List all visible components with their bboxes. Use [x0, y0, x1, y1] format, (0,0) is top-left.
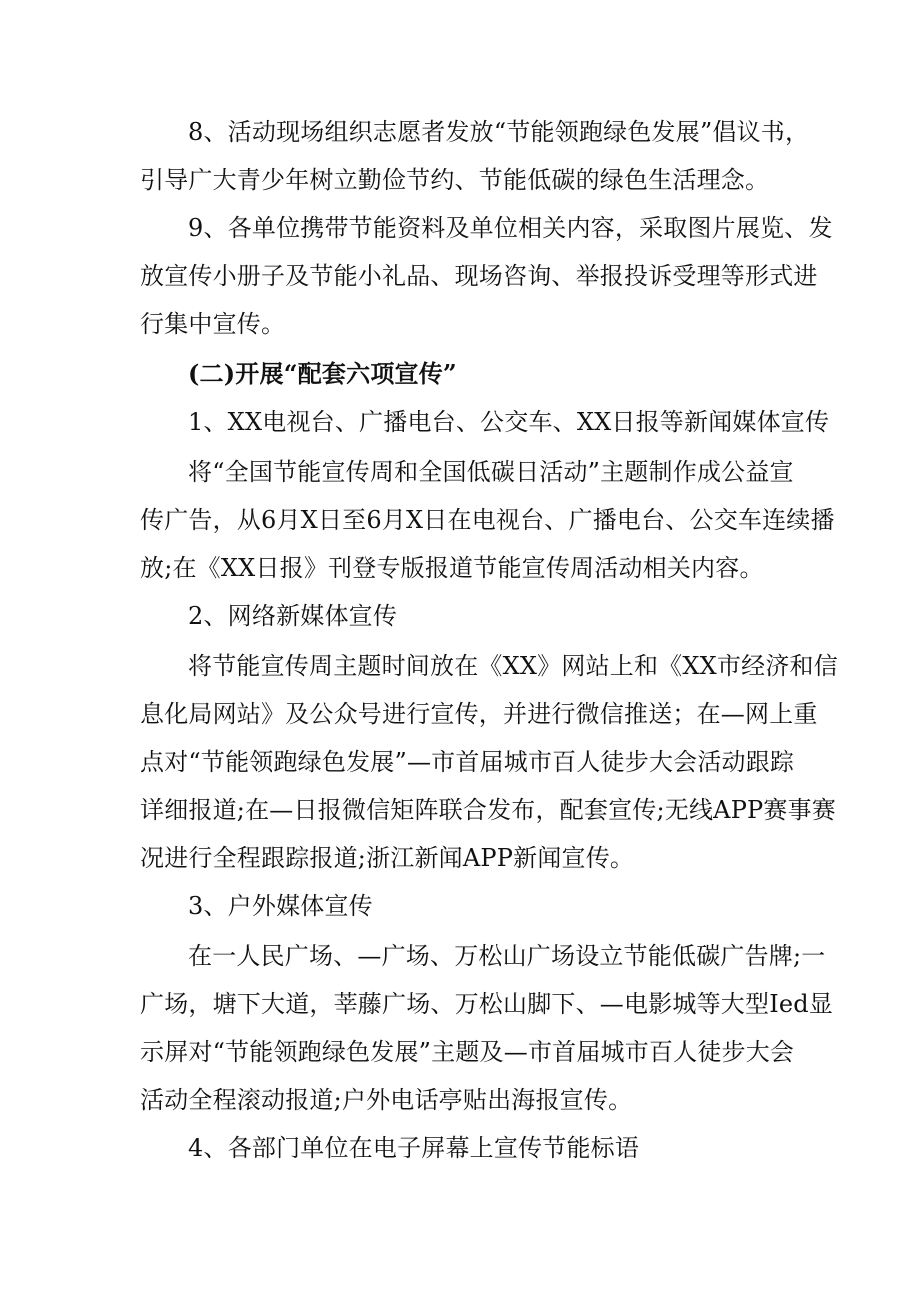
sub-2-body-line-2: 息化局网站》及公众号进行宣传，并进行微信推送；在—网上重	[140, 700, 818, 728]
sub-1-title: 1、XX电视台、广播电台、公交车、XX日报等新闻媒体宣传	[188, 408, 830, 436]
sub-2-title: 2、网络新媒体宣传	[188, 602, 398, 630]
item-9-line-3: 行集中宣传。	[140, 310, 286, 338]
sub-3-body-line-3: 示屏对“节能领跑绿色发展”主题及—市首届城市百人徒步大会	[140, 1038, 795, 1066]
sub-1-body-line-1: 将“全国节能宣传周和全国低碳日活动”主题制作成公益宣	[188, 458, 794, 486]
item-9-line-2: 放宣传小册子及节能小礼品、现场咨询、举报投诉受理等形式进	[140, 262, 818, 290]
item-8-line-1: 8、活动现场组织志愿者发放“节能领跑绿色发展”倡议书，	[188, 118, 810, 146]
section-heading: (二)开展“配套六项宣传”	[188, 359, 457, 388]
sub-1-body-line-3: 放;在《XX日报》刊登专版报道节能宣传周活动相关内容。	[140, 554, 764, 582]
item-8-line-2: 引导广大青少年树立勤俭节约、节能低碳的绿色生活理念。	[140, 166, 770, 194]
sub-3-body-line-4: 活动全程滚动报道;户外电话亭贴出海报宣传。	[140, 1086, 633, 1114]
item-9-line-1: 9、各单位携带节能资料及单位相关内容，采取图片展览、发	[188, 214, 833, 242]
sub-3-title: 3、户外媒体宣传	[188, 892, 373, 920]
sub-3-body-line-1: 在一人民广场、—广场、万松山广场设立节能低碳广告牌;一	[188, 942, 826, 970]
sub-3-body-line-2: 广场，塘下大道，莘藤广场、万松山脚下、—电影城等大型Ied显	[140, 990, 834, 1018]
sub-2-body-line-4: 详细报道;在—日报微信矩阵联合发布，配套宣传;无线APP赛事赛	[140, 796, 836, 824]
sub-2-body-line-3: 点对“节能领跑绿色发展”—市首届城市百人徒步大会活动跟踪	[140, 748, 795, 776]
sub-1-body-line-2: 传广告，从6月X日至6月X日在电视台、广播电台、公交车连续播	[140, 506, 835, 534]
sub-2-body-line-1: 将节能宣传周主题时间放在《XX》网站上和《XX市经济和信	[188, 652, 838, 680]
sub-2-body-line-5: 况进行全程跟踪报道;浙江新闻APP新闻宣传。	[140, 844, 635, 872]
sub-4-title: 4、各部门单位在电子屏幕上宣传节能标语	[188, 1134, 640, 1162]
